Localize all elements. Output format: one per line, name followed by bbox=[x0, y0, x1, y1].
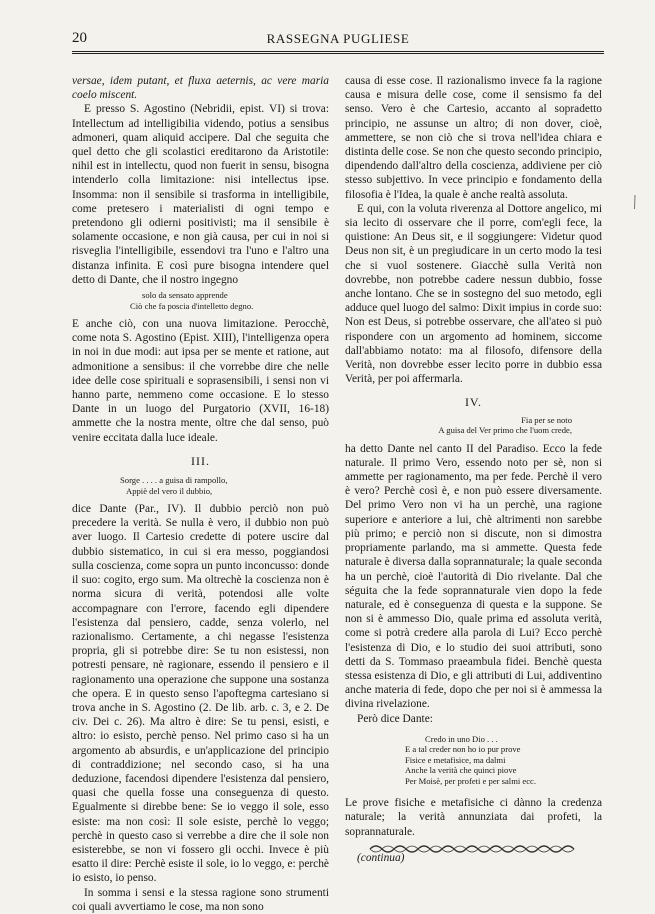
paragraph: ha detto Dante nel canto II del Paradiso. Ecco la fede naturale. Il primo Vero, essendo noto per sè, non si ammette per ragionamento, ma per fede. Perchè il vero è vero? Perchè così è, e non può essere diversamente. Del primo Vero non vi ha un perchè, una ragione superiore e anteriore a lui, chè altrimenti non sarebbe più primo; e perciò non si discute, non si dimostra propriamente parlando, ma si ammette. Questa fede naturale è diversa dalla soprannaturale; la quale seconda ha un perchè, cioè l'autorità di Dio rivelante. Dal che séguita che la fede soprannaturale vien dopo la fede naturale, ed è conseguenza di questa e la suppone. Se non si è ammesso Dio, quale prima ed assoluta verità, come si potrà credere alla parola di Lui? Ecco perchè l'esistenza di Dio, e lo studio dei suoi attributi, sono detti da S. Tommaso praeambula fidei. Benchè questa stessa esistenza di Dio, e gli attributi di Lui, addiventino anche materia di fede, dopo che per noi si è ammessa la divina rivelazione. bbox=[345, 442, 602, 711]
verse-quote bbox=[72, 290, 329, 311]
verse-line: solo da sensato apprende bbox=[142, 290, 228, 301]
verse-quote bbox=[345, 734, 602, 787]
paragraph: E presso S. Agostino (Nebridii, epist. VI) si trova: Intellectum ad intelligibilia videndo, potius a sensibus admoneri, quam aliquid accipere. Dal che seguita che quel detto che gli scolastici ereditarono da Aristotile: nihil est in intellectu, quod non fuerit in sensu, bisogna intenderlo colla limitazione: nisi intellectus ipse. Insomma: non il sensibile si trasforma in intelligibile, come pretesero i materialisti di ogni tempo e pretendono gli odierni positivisti; ma il sensibile è solamente occasione, e non già causa, per cui in noi si risveglia l'intelligibile, essendovi tra l'uno e l'altro una distanza infinita. E così pure bisogna intendere quel detto di Dante, che il nostro ingegno bbox=[72, 103, 329, 286]
paragraph: Le prove fisiche e metafisiche ci dànno la credenza naturale; la verità annunziata dai profeti, la soprannaturale. bbox=[345, 797, 602, 838]
verse-line: Appiè del vero il dubbio, bbox=[126, 485, 213, 496]
page-header bbox=[72, 28, 604, 50]
right-column bbox=[345, 74, 602, 865]
margin-mark-icon bbox=[633, 195, 637, 209]
verse-line: Sorge . . . . a guisa di rampollo, bbox=[120, 475, 228, 486]
paragraph: versae, idem putant, et fluxa aeternis, ac vere maria coelo miscent. bbox=[72, 75, 329, 102]
verse-quote bbox=[345, 415, 602, 436]
section-heading: IV. bbox=[464, 395, 483, 410]
verse-line: Fia per se noto bbox=[521, 414, 572, 425]
header-rule bbox=[72, 51, 604, 52]
section-heading: III. bbox=[191, 453, 210, 468]
paragraph: In somma i sensi e la stessa ragione sono strumenti coi quali avvertiamo le cose, ma non sono bbox=[72, 886, 329, 913]
paragraph: Però dice Dante: bbox=[357, 712, 433, 725]
left-column bbox=[72, 74, 329, 914]
verse-line: A guisa del Ver primo che l'uom crede, bbox=[438, 425, 572, 436]
paragraph: causa di esse cose. Il razionalismo invece fa la ragione causa e misura delle cose, come il sensismo fa del senso. Vero è che Cartesio, accanto al sopradetto principio, ne assunse un altro; di non dover, cioè, ammettere, se non ciò che si trova nell'idea chiara e distinta delle cose. Se non che questo secondo principio, dipendendo dall'altro della coscienza, addiviene per ciò stesso subjettivo. In vece principio e fondamento della filosofia è l'Idea, la quale è anche realtà assoluta. bbox=[345, 75, 602, 201]
verse-line: E a tal creder non ho io pur prove bbox=[405, 744, 521, 755]
continua-note: (continua) bbox=[357, 851, 405, 864]
header-rule-thin bbox=[72, 53, 604, 54]
verse-line: Credo in uno Dio . . . bbox=[425, 733, 498, 744]
verse-line: Fisice e metafisice, ma dalmi bbox=[405, 754, 506, 765]
paragraph: E qui, con la voluta riverenza al Dottore angelico, mi sia lecito di osservare che il porre, com'egli fece, la quistione: An Deus sit, e il soggiungere: Videtur quod Deus non sit, è un pregiudicare in un certo modo la tesi che si vuol sostenere. Giacchè sulla Verità non dovrebbe, non potrebbe cadere nessun dubbio, fosse anche lontano. Che se in sostegno del suo metodo, egli adduce quel luogo del salmo: Dixit impius in corde suo: Non est Deus, si potrebbe osservare, che all'ateo si può rispondere con un argomento ad hominem, siccome dall'abbiamo notato: ma al filosofo, difensore della Verità, non dovrebbe esser lecito porre in dubbio essa Verità, per poi affermarla. bbox=[345, 202, 602, 386]
ornament-divider-icon bbox=[368, 843, 578, 855]
verse-line: Ciò che fa poscia d'intelletto degno. bbox=[130, 300, 254, 311]
verse-line: Per Moisè, per profeti e per salmi ecc. bbox=[405, 775, 537, 786]
running-title: RASSEGNA PUGLIESE bbox=[266, 31, 410, 46]
paragraph: dice Dante (Par., IV). Il dubbio perciò non può precedere la verità. Se nulla è vero, il dubbio non può aver luogo. Il Cartesio credette di potere uscire dal dubbio sistematico, in cui si era messo, poggiandosi sulla coscienza, come sopra un punto inconcusso: donde il suo: cogito, ergo sum. Ma oltrechè la coscienza non è norma sicura di verità, potendosi alle volte accompagnare con l'errore, facendo egli dipendere l'esistenza dal pensiero, cadde, senza volerlo, nel razionalismo. Certamente, a chi negasse l'esistenza propria, gli si potrebbe dire: Se tu non esistessi, non potresti pensare, nè ragionare, essendo il pensiero e il ragionamento una operazione che suppone una sostanza che opera. E in questo senso l'apoftegma cartesiano si trova anche in S. Agostino (2. De lib. arb. c. 3, e 2. De civ. Dei c. 26). Ma altro è dire: Se tu pensi, esisti, e altro: io esisto, perchè penso. Nel primo caso si ha un argomento ab absurdis, e un'applicazione del principio di contraddizione; nel secondo caso, si ha una deduzione, facendosi dipendere l'esistenza dal pensiero, quasi che quella fosse una conseguenza di questo. Egualmente si direbbe bene: Se io veggo il sole, esso esiste: ma non così: Il sole esiste, perchè lo veggo; perchè in questo caso si verrebbe a dire che il sole non esisterebbe, se non vi fossero gli occhi. Invece è più esatto il dire: Perchè esiste il sole, io lo veggo, e: perchè io esisto, io penso. bbox=[72, 503, 329, 885]
page-number: 20 bbox=[72, 30, 87, 46]
verse-quote bbox=[72, 475, 329, 496]
verse-line: Anche la verità che quinci piove bbox=[405, 765, 517, 776]
paragraph: E anche ciò, con una nuova limitazione. Perocchè, come nota S. Agostino (Epist. XIII), l'intelligenza opera in noi in due modi: aut ipsa per se mente et ratione, aut admonitione a sensibus: il che vorrebbe dire che nelle idee delle cose spirituali e soprasensibili, i sensi non vi hanno parte, nemmeno come occasione. E lo stesso Dante in un luogo del Purgatorio (XVII, 16-18) ammette che la nostra mente, oltre che dal senso, può venire eccitata dalla luce ideale. bbox=[72, 318, 329, 444]
